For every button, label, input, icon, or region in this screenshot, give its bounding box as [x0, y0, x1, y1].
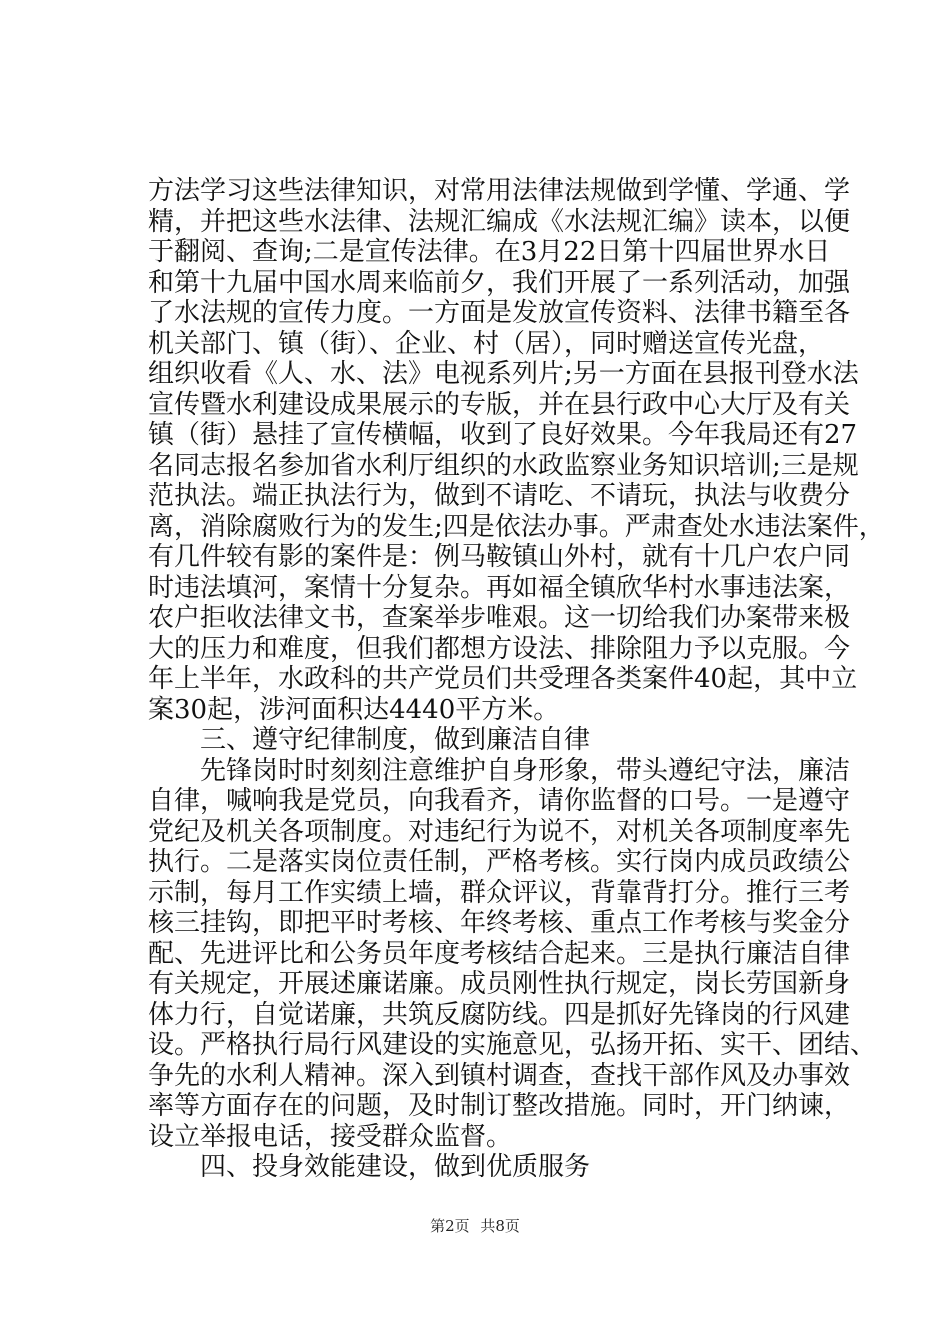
text-line: 四、投身效能建设，做到优质服务: [200, 1152, 591, 1182]
text-line: 镇（街）悬挂了宣传横幅，收到了良好效果。今年我局还有27: [148, 420, 858, 450]
paragraph: [148, 755, 877, 1153]
text-line: 自律，喊响我是党员，向我看齐，请你监督的口号。一是遵守: [148, 786, 851, 816]
text-line: 精，并把这些水法律、法规汇编成《水法规汇编》读本，以便: [148, 206, 851, 237]
text-line: 了水法规的宣传力度。一方面是发放宣传资料、法律书籍至各: [148, 298, 851, 328]
text-line: 农户拒收法律文书，查案举步唯艰。这一切给我们办案带来极: [148, 603, 851, 633]
text-line: 设。严格执行局行风建设的实施意见，弘扬开拓、实干、团结、: [148, 1030, 877, 1060]
text-line: 设立举报电话，接受群众监督。: [148, 1121, 513, 1152]
text-line: 范执法。端正执法行为，做到不请吃、不请玩，执法与收费分: [148, 481, 851, 511]
text-line: 案30起，涉河面积达4440平方米。: [148, 694, 560, 725]
text-line: 体力行，自觉诺廉，共筑反腐防线。四是抓好先锋岗的行风建: [148, 999, 851, 1030]
text-line: 执行。二是落实岗位责任制，严格考核。实行岗内成员政绩公: [148, 847, 851, 877]
text-line: 组织收看《人、水、法》电视系列片;另一方面在县报刊登水法: [148, 359, 859, 389]
text-line: 离，消除腐败行为的发生;四是依法办事。严肃查处水违法案件，: [148, 511, 885, 542]
text-line: 三、遵守纪律制度，做到廉洁自律: [200, 725, 591, 755]
text-line: 方法学习这些法律知识，对常用法律法规做到学懂、学通、学: [148, 176, 851, 206]
document-body: [148, 176, 885, 1183]
text-line: 先锋岗时时刻刻注意维护自身形象，带头遵纪守法，廉洁: [200, 755, 851, 786]
paragraph: [148, 1152, 816, 1183]
paragraph: [148, 725, 816, 756]
page-total: 共8页: [480, 1217, 520, 1235]
text-line: 名同志报名参加省水利厅组织的水政监察业务知识培训;三是规: [148, 450, 859, 481]
paragraph: [148, 176, 885, 725]
text-line: 宣传暨水利建设成果展示的专版，并在县行政中心大厅及有关: [148, 389, 851, 420]
text-line: 机关部门、镇（街）、企业、村（居），同时赠送宣传光盘，: [148, 328, 825, 359]
text-line: 于翻阅、查询;二是宣传法律。在3月22日第十四届世界水日: [148, 237, 831, 267]
text-line: 有关规定，开展述廉诺廉。成员刚性执行规定，岗长劳国新身: [148, 969, 851, 999]
text-line: 和第十九届中国水周来临前夕，我们开展了一系列活动，加强: [148, 267, 851, 298]
text-line: 核三挂钩，即把平时考核、年终考核、重点工作考核与奖金分: [148, 908, 851, 938]
page-footer: [0, 1215, 950, 1236]
text-line: 时违法填河，案情十分复杂。再如福全镇欣华村水事违法案，: [148, 572, 851, 603]
text-line: 争先的水利人精神。深入到镇村调查，查找干部作风及办事效: [148, 1060, 851, 1091]
text-line: 配、先进评比和公务员年度考核结合起来。三是执行廉洁自律: [148, 938, 851, 969]
text-line: 有几件较有影的案件是：例马鞍镇山外村，就有十几户农户同: [148, 542, 851, 572]
page-number: 第2页: [430, 1217, 470, 1235]
text-line: 示制，每月工作实绩上墙，群众评议，背靠背打分。推行三考: [148, 877, 851, 908]
text-line: 党纪及机关各项制度。对违纪行为说不，对机关各项制度率先: [148, 816, 851, 847]
text-line: 大的压力和难度，但我们都想方设法、排除阻力予以克服。今: [148, 633, 851, 664]
text-line: 年上半年，水政科的共产党员们共受理各类案件40起，其中立: [148, 664, 858, 694]
text-line: 率等方面存在的问题，及时制订整改措施。同时，开门纳谏，: [148, 1091, 851, 1121]
